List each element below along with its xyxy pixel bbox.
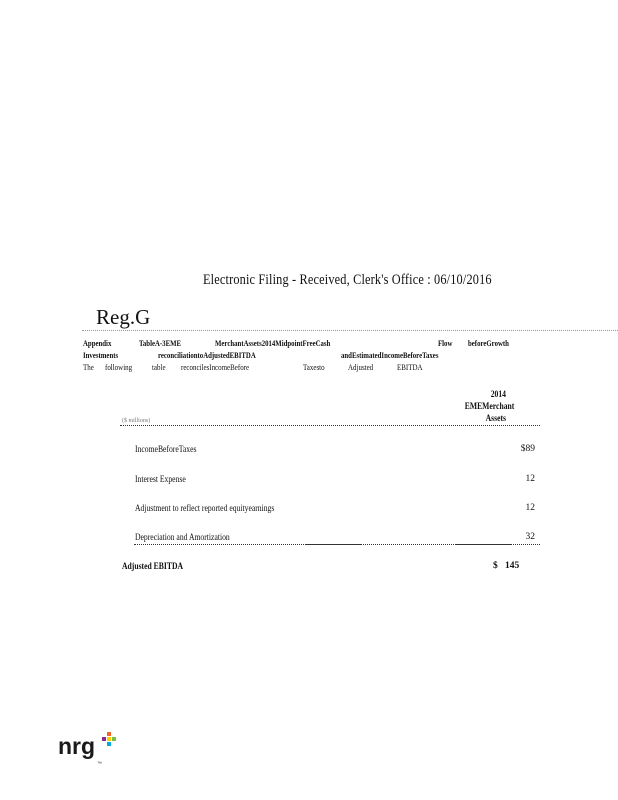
nrg-logo-burst-icon [102, 732, 116, 746]
header-divider [82, 330, 618, 331]
header-table-id: TableA-3EME [139, 338, 182, 348]
table-header-rule [120, 425, 540, 426]
filing-banner: Electronic Filing - Received, Clerk's Office : 06/10/2016 [203, 272, 492, 288]
intro-word: Taxesto [303, 362, 325, 372]
intro-word: Adjusted [348, 362, 374, 372]
reg-g-label: Reg.G [96, 305, 151, 329]
header-before-growth: beforeGrowth [468, 338, 509, 348]
subtotal-solid-rule [456, 544, 512, 545]
header-investments: Investments [83, 350, 119, 360]
header-flow: Flow [438, 338, 453, 348]
nrg-logo [58, 730, 128, 770]
intro-word: EBITDA [397, 362, 423, 372]
intro-word: following [105, 362, 133, 372]
intro-word: reconcilesIncomeBefore [181, 362, 250, 372]
row-label-income-before-taxes: IncomeBeforeTaxes [135, 444, 197, 454]
units-note: ($ millions) [122, 418, 151, 424]
row-label-interest-expense: Interest Expense [135, 474, 186, 484]
header-reconciliation: reconciliationtoAdjustedEBITDA [158, 350, 256, 360]
nrg-logo-tm: ™ [97, 761, 102, 767]
row-value-depreciation: 32 [525, 532, 535, 542]
header-table-title: MerchantAssets2014MidpointFreeCash [215, 338, 331, 348]
total-value: 145 [505, 561, 520, 571]
total-label: Adjusted EBITDA [122, 561, 184, 571]
total-currency: $ [493, 561, 498, 571]
row-value-equity-earnings: 12 [525, 503, 535, 513]
row-value-interest-expense: 12 [525, 474, 535, 484]
intro-word: The [83, 362, 94, 372]
column-header-entity: EMEMerchant [464, 401, 514, 411]
column-header-year: 2014 [490, 389, 506, 399]
subtotal-solid-rule [306, 544, 362, 545]
nrg-logo-text: nrg [58, 733, 96, 759]
row-label-equity-earnings: Adjustment to reflect reported equityearnings [135, 503, 275, 513]
row-value-income-before-taxes: $89 [520, 444, 535, 454]
header-estimated-income: andEstimatedIncomeBeforeTaxes [341, 350, 439, 360]
intro-word: table [152, 362, 166, 372]
row-label-depreciation: Depreciation and Amortization [135, 532, 230, 542]
nrg-logo-mark [58, 730, 128, 770]
header-appendix: Appendix [83, 338, 112, 348]
column-header-assets: Assets [485, 413, 506, 423]
